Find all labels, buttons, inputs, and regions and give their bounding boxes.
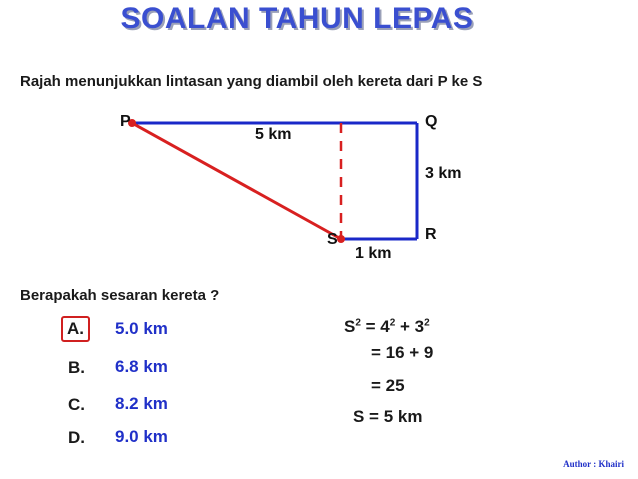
distance-qr-label: 3 km <box>425 165 462 182</box>
distance-pq-label: 5 km <box>255 126 292 143</box>
option-a-value[interactable]: 5.0 km <box>115 319 168 338</box>
working-four-exponent: 2 <box>389 317 396 329</box>
option-c-value[interactable]: 8.2 km <box>115 394 168 413</box>
slide-title: SOALAN TAHUN LEPAS <box>120 2 474 35</box>
option-b-value[interactable]: 6.8 km <box>115 357 168 376</box>
working-three-exponent: 2 <box>424 317 430 329</box>
option-b-letter[interactable]: B. <box>68 358 85 377</box>
option-c-letter[interactable]: C. <box>68 395 85 414</box>
distance-rs-label: 1 km <box>355 245 392 262</box>
working-s-exponent: 2 <box>355 317 361 329</box>
option-d-value[interactable]: 9.0 km <box>115 427 168 446</box>
displacement-line <box>132 123 341 239</box>
point-r-label: R <box>425 226 437 243</box>
working-line-4: S = 5 km <box>353 407 423 426</box>
author-credit: Author : Khairi <box>563 459 624 469</box>
working-three-term: + 3 <box>395 317 425 336</box>
question-text: Rajah menunjukkan lintasan yang diambil oleh kereta dari P ke S <box>20 73 483 90</box>
working-line-2: = 16 + 9 <box>371 343 434 362</box>
option-d-letter[interactable]: D. <box>68 428 85 447</box>
prompt-text: Berapakah sesaran kereta ? <box>20 287 220 304</box>
working-line-1 <box>344 317 430 337</box>
point-p-label: P <box>120 113 131 130</box>
working-s-term: S <box>344 317 356 336</box>
point-q-label: Q <box>425 113 438 130</box>
option-a-letter[interactable]: A. <box>61 316 90 342</box>
working-line-3: = 25 <box>371 376 405 395</box>
working-four-term: = 4 <box>360 317 390 336</box>
point-s-label: S <box>327 231 338 248</box>
point-s-dot <box>337 235 345 243</box>
